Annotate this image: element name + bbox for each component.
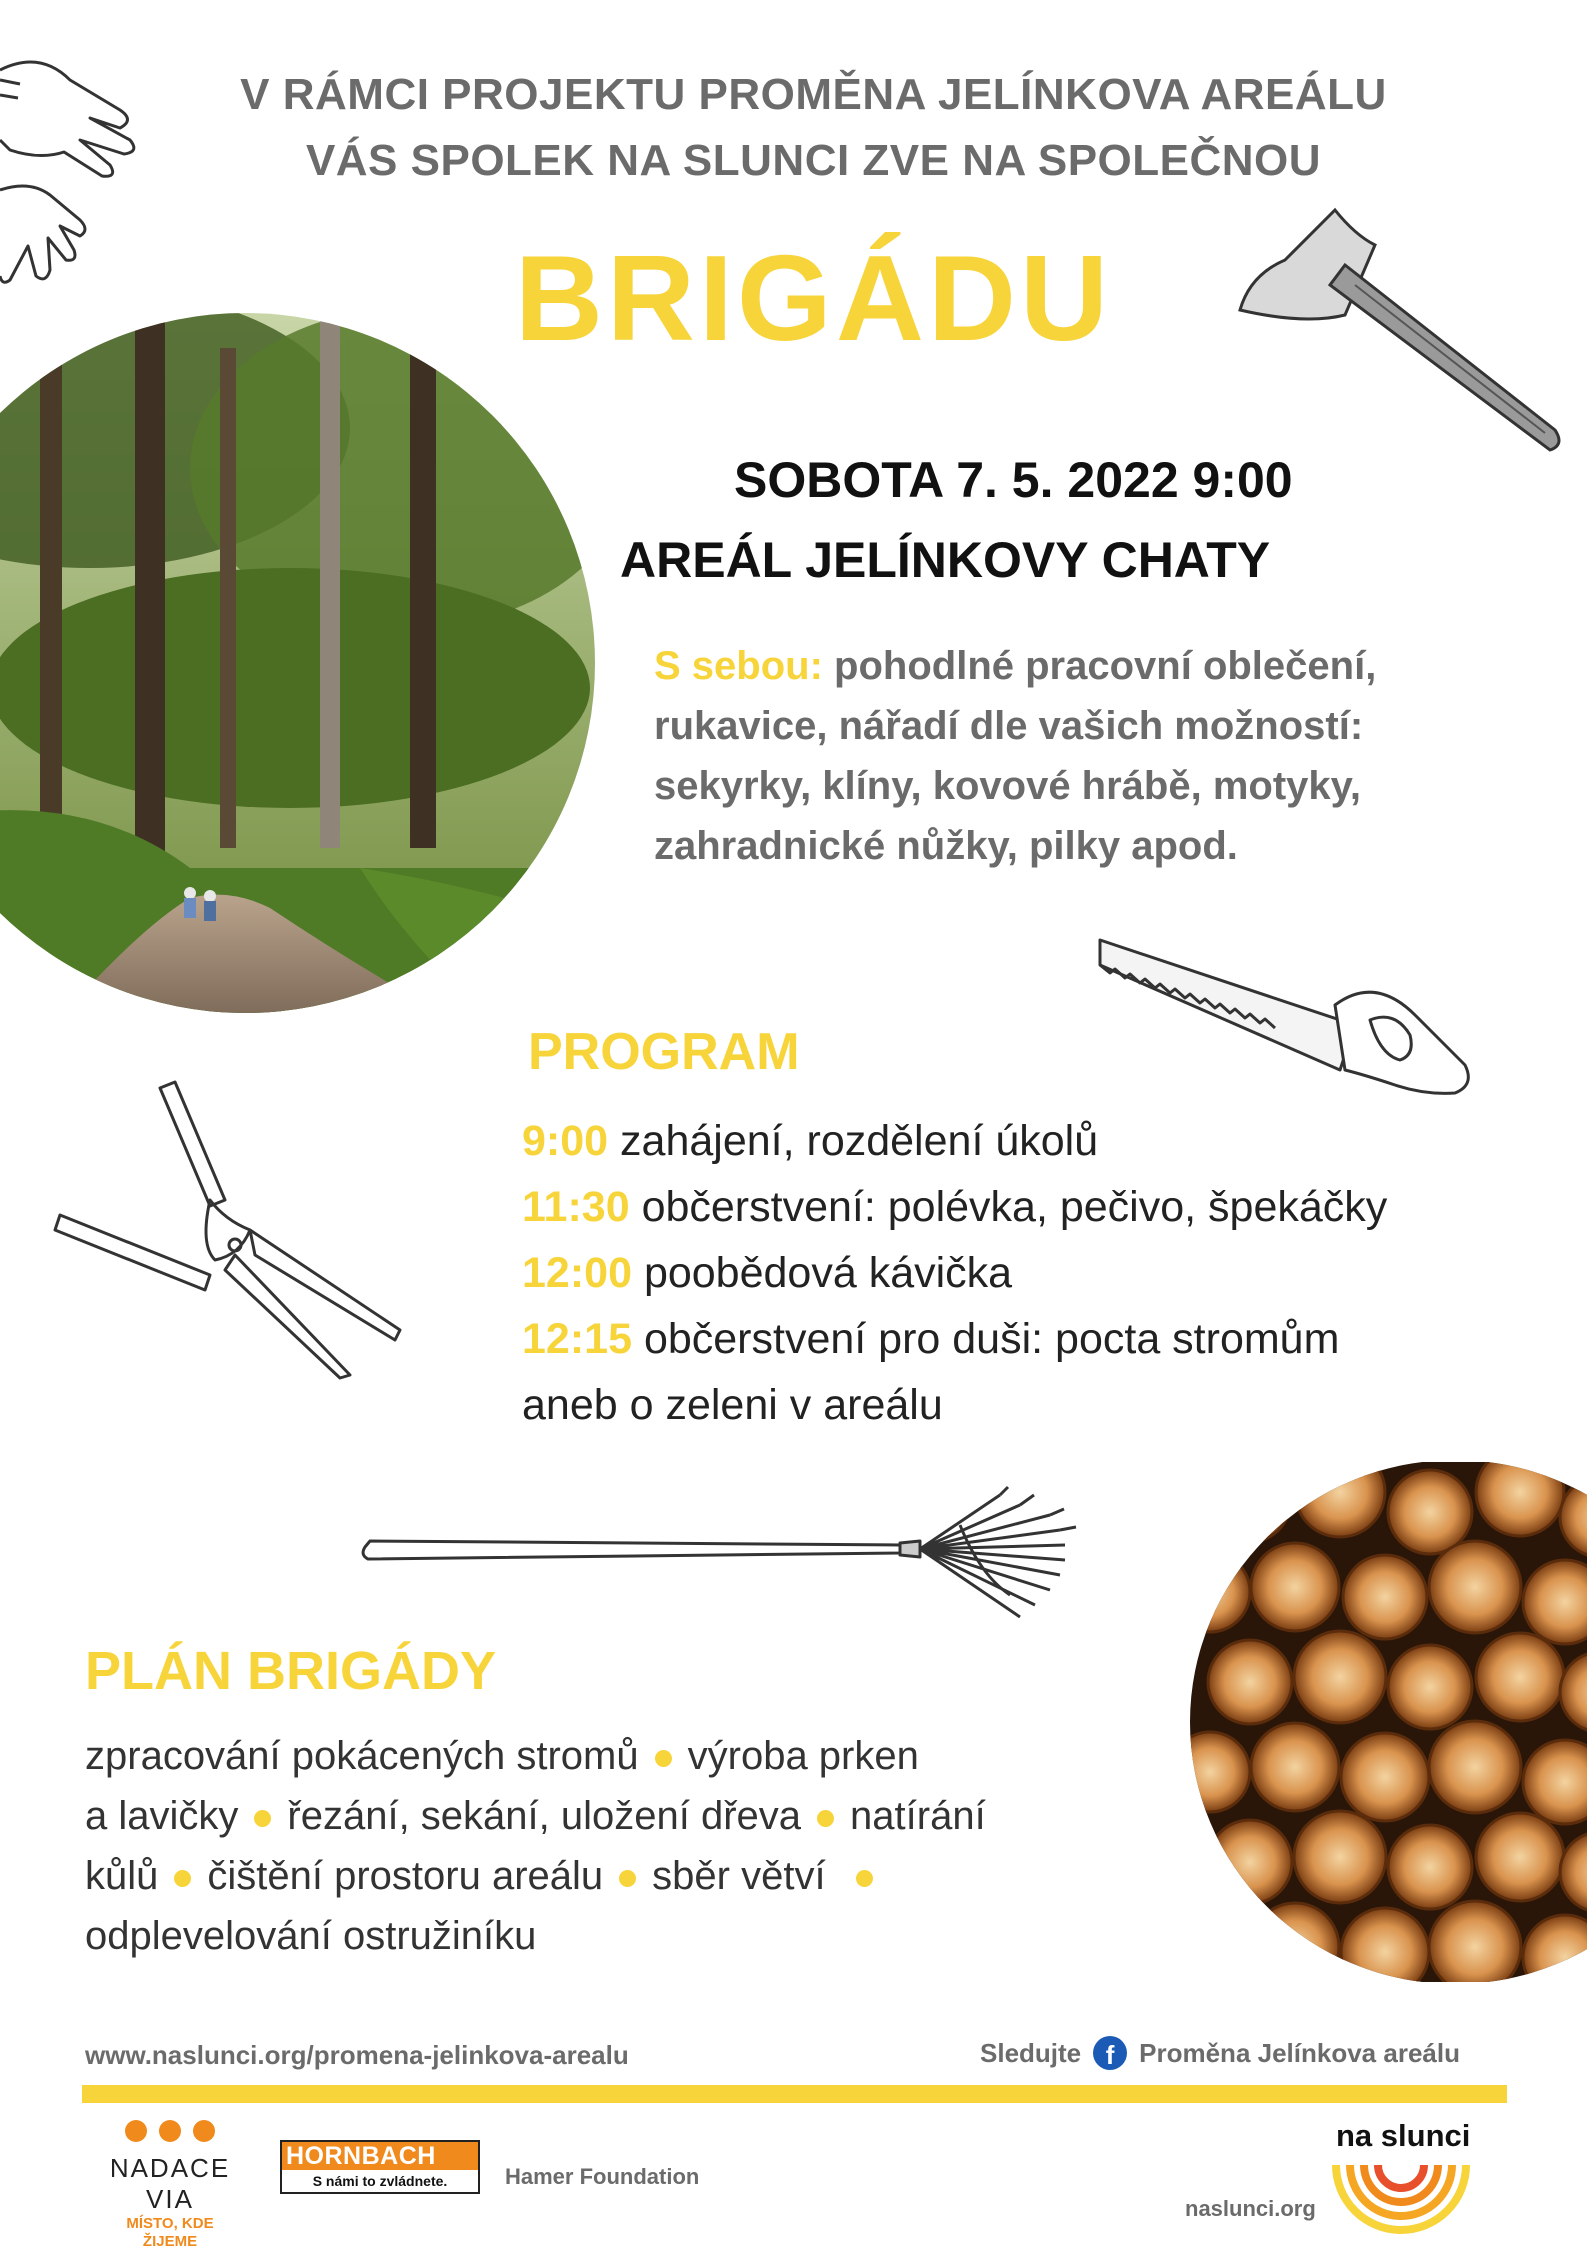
program-text: poobědová kávička [643, 1249, 1013, 1297]
bullet-dot [619, 1870, 636, 1887]
page-title: BRIGÁDU [514, 230, 1113, 366]
bring-line-2: rukavice, nářadí dle vašich možností: [654, 704, 1364, 748]
nadace-via-logo [85, 2120, 255, 2251]
program-text: občerstvení pro duši: pocta stromům [643, 1315, 1340, 1363]
plan-item: a lavičky [85, 1794, 239, 1838]
program-time: 11:30 [522, 1183, 630, 1231]
plan-text [85, 1726, 1145, 1966]
footer-divider [82, 2085, 1507, 2103]
hornbach-slogan: S námi to zvládnete. [282, 2170, 478, 2192]
plan-item: řezání, sekání, uložení dřeva [287, 1794, 802, 1838]
program-item [522, 1306, 1572, 1372]
na-slunci-url[interactable]: naslunci.org [1185, 2196, 1316, 2221]
intro-line-2: VÁS SPOLEK NA SLUNCI ZVE NA SPOLEČNOU [305, 136, 1322, 185]
bullet-dot [856, 1870, 873, 1887]
bullet-dot [174, 1870, 191, 1887]
bullet-dot [254, 1810, 271, 1827]
via-sub-2: ŽIJEME [142, 2233, 198, 2250]
program-item [522, 1174, 1572, 1240]
plan-item: kůlů [85, 1854, 159, 1898]
plan-item: výroba prken [687, 1734, 919, 1778]
facebook-page-link[interactable]: Proměna Jelínkova areálu [1139, 2037, 1460, 2068]
via-name: NADACE VIA [109, 2153, 231, 2214]
shears-icon [50, 1080, 410, 1380]
bring-label: S sebou: [654, 644, 823, 688]
facebook-follow[interactable] [980, 2036, 1460, 2070]
facebook-icon[interactable]: f [1093, 2036, 1127, 2070]
program-list [522, 1108, 1572, 1438]
follow-label: Sledujte [980, 2037, 1082, 2068]
plan-item: zpracování pokácených stromů [85, 1734, 639, 1778]
hamer-foundation-logo: Hamer Foundation [505, 2164, 700, 2189]
bullet-dot [817, 1810, 834, 1827]
bring-line-4: zahradnické nůžky, pilky apod. [654, 824, 1238, 868]
program-heading: PROGRAM [528, 1023, 800, 1081]
plan-item: odplevelování ostružiníku [85, 1914, 537, 1958]
plan-item: natírání [850, 1794, 986, 1838]
plan-heading: PLÁN BRIGÁDY [85, 1641, 497, 1701]
project-url-link[interactable]: www.naslunci.org/promena-jelinkova-arealu [85, 2040, 629, 2070]
hornbach-logo [280, 2140, 480, 2194]
event-place: AREÁL JELÍNKOVY CHATY [620, 532, 1271, 588]
program-time: 9:00 [522, 1117, 609, 1165]
plan-item: čištění prostoru areálu [207, 1854, 604, 1898]
via-sub-1: MÍSTO, KDE [126, 2215, 214, 2232]
na-slunci-logo-text: na slunci [1336, 2118, 1471, 2153]
intro-text [0, 62, 1587, 194]
saw-icon [1095, 935, 1485, 1100]
intro-line-1: V RÁMCI PROJEKTU PROMĚNA JELÍNKOVA AREÁLU [240, 70, 1387, 119]
hornbach-name: HORNBACH [282, 2142, 478, 2170]
forest-photo [0, 308, 600, 1018]
rake-icon [360, 1465, 1160, 1645]
program-text: zahájení, rozdělení úkolů [620, 1117, 1099, 1165]
bring-line-3: sekyrky, klíny, kovové hrábě, motyky, [654, 764, 1362, 808]
logs-photo [1190, 1462, 1587, 1982]
via-dots-icon [85, 2120, 255, 2147]
sun-logo-icon [1326, 2160, 1476, 2240]
program-time: 12:15 [522, 1315, 632, 1363]
program-cont: aneb o zeleni v areálu [522, 1381, 943, 1429]
plan-item: sběr větví [652, 1854, 826, 1898]
event-date-time: SOBOTA 7. 5. 2022 9:00 [734, 452, 1293, 508]
program-text: občerstvení: polévka, pečivo, špekáčky [641, 1183, 1388, 1231]
program-item [522, 1108, 1572, 1174]
bring-line-1: pohodlné pracovní oblečení, [834, 644, 1377, 688]
program-time: 12:00 [522, 1249, 632, 1297]
program-item [522, 1240, 1572, 1306]
event-info [620, 440, 1520, 600]
bullet-dot [655, 1750, 672, 1767]
bring-list [654, 636, 1554, 876]
